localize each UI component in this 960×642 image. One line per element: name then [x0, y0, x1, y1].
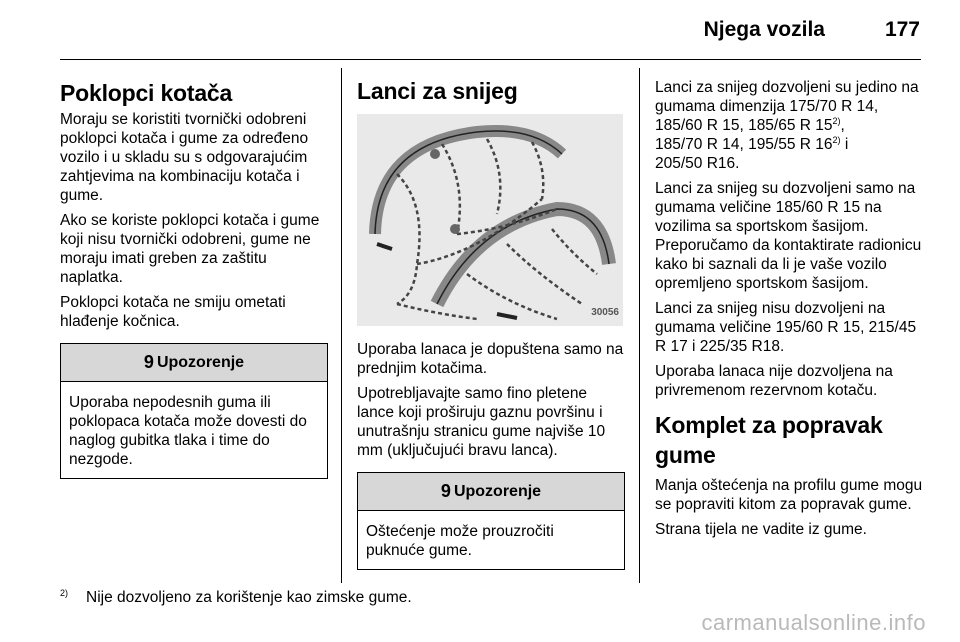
column-chain-sizes [655, 62, 923, 545]
footnote-mark: 2) [60, 588, 69, 598]
watermark: carmanualsonline.info [701, 610, 926, 635]
snow-chain-illustration [357, 114, 623, 326]
heading-wheel-covers: Poklopci kotača [60, 80, 233, 106]
paragraph: Uporaba lanaca je dopuštena samo na prednjim kotačima. [357, 341, 624, 377]
footnote-ref: 2) [832, 134, 841, 145]
footnote [60, 588, 412, 607]
warning-icon: 9 [440, 481, 451, 501]
warning-text: Oštećenje može prouzročiti puknuće gume. [366, 523, 554, 559]
text-run: , [840, 117, 845, 134]
snow-chain-drawing [357, 114, 623, 326]
heading-repair-kit: Komplet za popravak gume [655, 412, 883, 468]
footnote-ref: 2) [832, 115, 841, 126]
warning-icon: 9 [143, 352, 154, 372]
warning-header [358, 473, 624, 511]
figure-number: 30056 [591, 307, 619, 318]
page-number: 177 [884, 18, 920, 41]
paragraph-allowed-sizes [655, 78, 923, 173]
paragraph: Moraju se koristiti tvornički odobreni poklopci kotača i gume za određeno vozilo i u skladu su s odgovarajućim zahtjevima na kombinaciju kotača i gume. [60, 111, 309, 204]
page-header [0, 16, 920, 46]
paragraph: Lanci za snijeg nisu dozvoljeni na gumama veličine 195/60 R 15, 215/45 R 17 i 225/35 R18. [655, 300, 917, 355]
paragraph: Ako se koriste poklopci kotača i gume koji nisu tvornički odobreni, gume ne moraju imati greben za zaštitu naplatka. [60, 212, 320, 286]
text-run: 185/70 R 14, 195/55 R 16 [655, 136, 833, 153]
warning-title: Upozorenje [453, 483, 542, 500]
footnote-text: Nije dozvoljeno za korištenje kao zimske gume. [86, 589, 412, 607]
warning-text: Uporaba nepodesnih guma ili poklopaca kotača može dovesti do naglog gubitka tlaka i time do nezgode. [69, 394, 307, 468]
warning-header [61, 344, 327, 382]
paragraph: Uporaba lanaca nije dozvoljena na privremenom rezervnom kotaču. [655, 363, 893, 399]
text-run: Lanci za snijeg dozvoljeni su jedino na gumama dimenzija 175/70 R 14, 185/60 R 15, 185/65 R 15 [655, 79, 919, 134]
paragraph: Lanci za snijeg su dozvoljeni samo na gumama veličine 185/60 R 15 na vozilima sa sportskom šasijom. Preporučamo da kontaktirate radionicu kako bi saznali da li je vaše vozilo opremljeno sportskom šasijom. [655, 180, 922, 292]
column-divider [639, 68, 640, 583]
text-run: 205/50 R16. [655, 155, 740, 172]
paragraph: Manja oštećenja na profilu gume mogu se popraviti kitom za popravak gume. [655, 477, 923, 513]
warning-title: Upozorenje [156, 354, 245, 371]
text-run: i [840, 136, 849, 153]
column-divider [341, 68, 342, 583]
section-title: Njega vozila [703, 18, 825, 41]
paragraph: Poklopci kotača ne smiju ometati hlađenje kočnica. [60, 294, 286, 330]
column-snow-chains [357, 62, 625, 570]
paragraph: Strana tijela ne vadite iz gume. [655, 521, 867, 538]
warning-box [60, 343, 328, 479]
heading-snow-chains: Lanci za snijeg [357, 78, 518, 104]
header-rule [60, 59, 921, 60]
warning-box [357, 472, 625, 570]
column-wheel-covers [60, 62, 328, 479]
paragraph: Upotrebljavajte samo fino pletene lance koji proširuju gaznu površinu i unutrašnju stranicu gume najviše 10 mm (uključujući bravu lanca). [357, 385, 606, 459]
